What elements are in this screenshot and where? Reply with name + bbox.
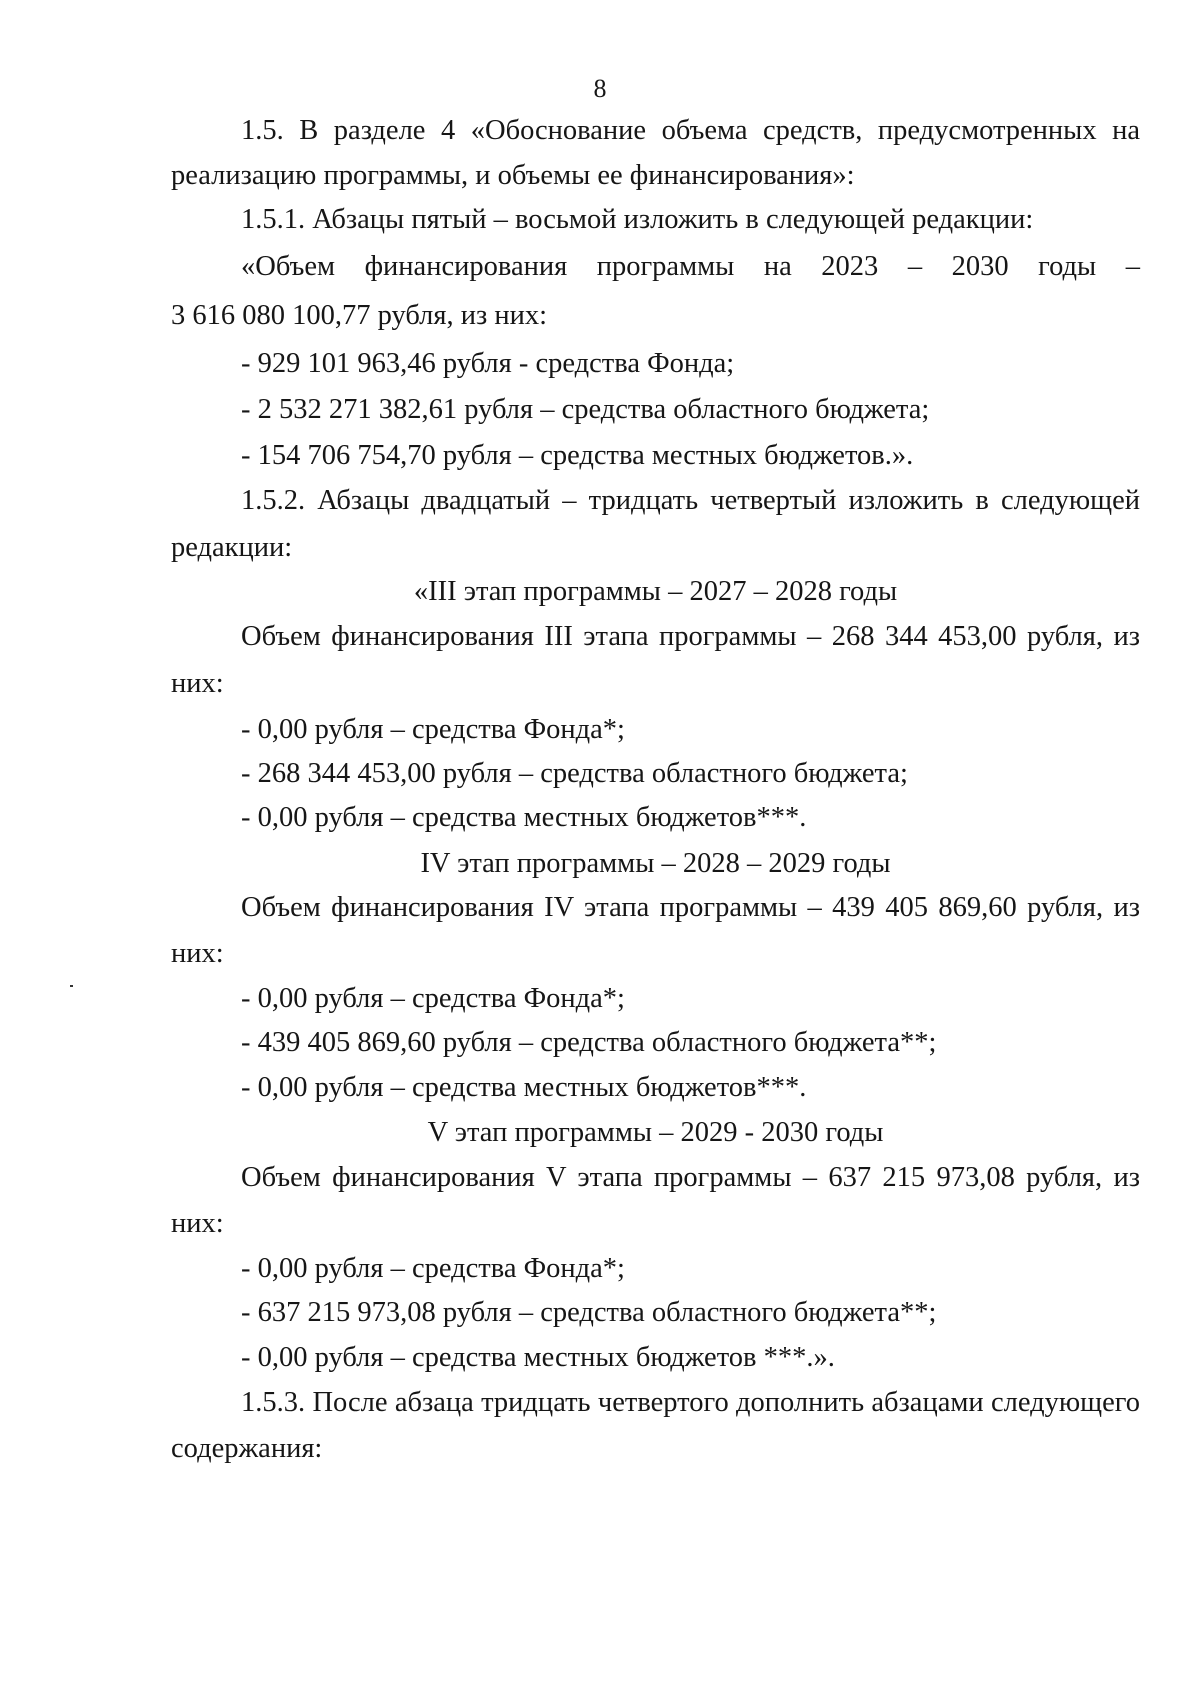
scan-speck (70, 985, 73, 987)
list-item-local-budgets: - 154 706 754,70 рубля – средства местных бюджетов.». (241, 440, 914, 471)
stage-5-heading: V этап программы – 2029 - 2030 годы (427, 1117, 884, 1148)
stage-3-volume-line-2: них: (171, 668, 224, 699)
stage-4-heading: IV этап программы – 2028 – 2029 годы (420, 848, 891, 879)
list-item-fund: - 929 101 963,46 рубля - средства Фонда; (241, 348, 735, 379)
list-item-regional-budget: - 2 532 271 382,61 рубля – средства областного бюджета; (241, 394, 930, 425)
paragraph-1-5-2-line-1: 1.5.2. Абзацы двадцатый – тридцать четвертый изложить в следующей (241, 485, 1140, 516)
stage-5-item-regional-budget: - 637 215 973,08 рубля – средства областного бюджета**; (241, 1297, 937, 1328)
stage-5-item-local-budgets: - 0,00 рубля – средства местных бюджетов ***.». (241, 1342, 835, 1373)
stage-4-volume-line-1: Объем финансирования IV этапа программы – 439 405 869,60 рубля, из (241, 892, 1140, 923)
paragraph-1-5-1: 1.5.1. Абзацы пятый – восьмой изложить в следующей редакции: (241, 204, 1034, 235)
paragraph-1-5-2-line-2: редакции: (171, 532, 293, 563)
stage-5-volume-line-1: Объем финансирования V этапа программы – 637 215 973,08 рубля, из (241, 1162, 1140, 1193)
page-number: 8 (593, 74, 607, 103)
stage-3-heading: «III этап программы – 2027 – 2028 годы (413, 576, 898, 607)
stage-4-item-local-budgets: - 0,00 рубля – средства местных бюджетов***. (241, 1072, 807, 1103)
total-volume-line-1: «Объем финансирования программы на 2023 – 2030 годы – (241, 251, 1140, 282)
paragraph-1-5-line-2: реализацию программы, и объемы ее финансирования»: (171, 160, 855, 191)
paragraph-1-5-3-line-1: 1.5.3. После абзаца тридцать четвертого дополнить абзацами следующего (241, 1387, 1140, 1418)
stage-4-volume-line-2: них: (171, 938, 224, 969)
stage-4-item-regional-budget: - 439 405 869,60 рубля – средства областного бюджета**; (241, 1027, 937, 1058)
stage-4-item-fund: - 0,00 рубля – средства Фонда*; (241, 983, 625, 1014)
paragraph-1-5-3-line-2: содержания: (171, 1433, 323, 1464)
stage-3-item-regional-budget: - 268 344 453,00 рубля – средства областного бюджета; (241, 758, 908, 789)
paragraph-1-5-line-1: 1.5. В разделе 4 «Обоснование объема средств, предусмотренных на (241, 115, 1140, 146)
stage-3-volume-line-1: Объем финансирования III этапа программы – 268 344 453,00 рубля, из (241, 621, 1140, 652)
stage-3-item-local-budgets: - 0,00 рубля – средства местных бюджетов***. (241, 802, 807, 833)
stage-3-item-fund: - 0,00 рубля – средства Фонда*; (241, 714, 625, 745)
total-volume-line-2: 3 616 080 100,77 рубля, из них: (171, 300, 548, 331)
stage-5-item-fund: - 0,00 рубля – средства Фонда*; (241, 1253, 625, 1284)
stage-5-volume-line-2: них: (171, 1208, 224, 1239)
